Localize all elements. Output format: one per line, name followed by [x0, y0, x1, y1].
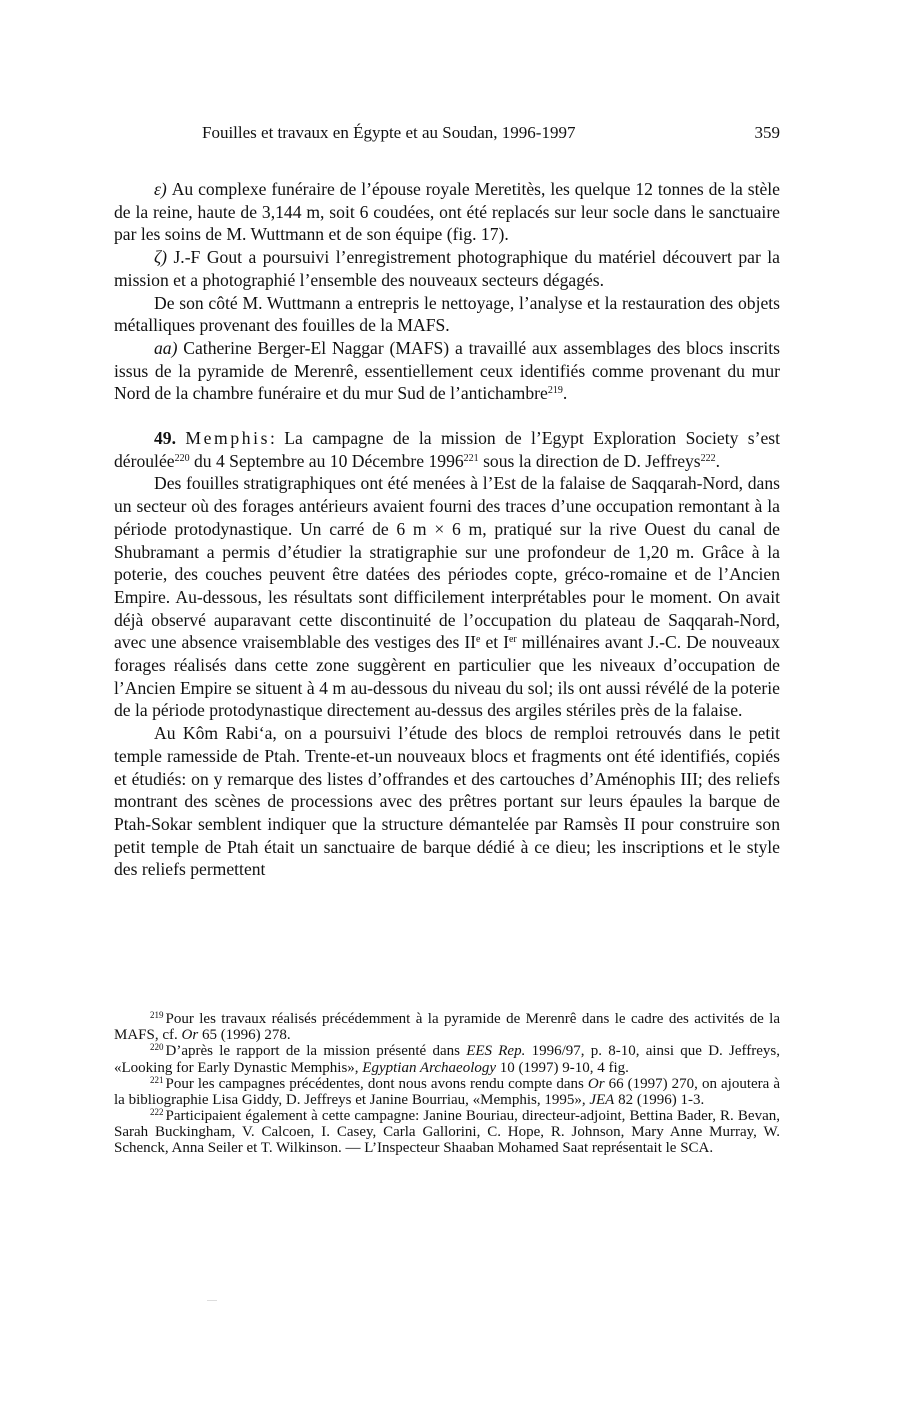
item-marker: ζ)	[154, 247, 167, 268]
superscript: er	[508, 634, 517, 646]
running-title: Fouilles et travaux en Égypte et au Soudan, 1996-1997	[202, 123, 576, 142]
main-text	[114, 178, 780, 881]
section-number: 49.	[154, 428, 176, 449]
section-memphis	[114, 427, 780, 472]
footnote-ref: 219	[547, 385, 563, 397]
footnote-ref: 222	[700, 452, 716, 464]
footnote-219	[114, 1012, 780, 1043]
footnote-222	[114, 1109, 780, 1156]
footnote-text: 65 (1996) 278.	[198, 1027, 291, 1044]
paragraph-text: : La campagne de la mission de l’Egypt Exploration Society s’est déroulée	[114, 428, 780, 471]
paragraph-stratigraphy	[114, 472, 780, 722]
paragraph-text: du 4 Septembre au 10 Décembre 1996	[189, 450, 464, 471]
footnotes	[114, 1012, 780, 1157]
footnote-text: 66 (1997) 270, on ajoutera à la bibliographie Lisa Giddy, D. Jeffreys et Janine Bourriau, «Memphis, 1995»,	[114, 1075, 780, 1109]
footnote-220	[114, 1044, 780, 1075]
item-marker: aa)	[154, 337, 178, 358]
footnote-number: 221	[150, 1074, 164, 1085]
paragraph-text: millénaires avant J.-C. De nouveaux forages réalisés dans cette zone suggèrent en particulier que les niveaux d’occupation de l’Ancien Empire se situent à 4 m au-dessous du niveau du sol; ils ont aussi révélé de la poterie de la période protodynastique directement au-dessus des argiles stériles près de la falaise.	[114, 632, 780, 721]
footnote-ref: 221	[463, 452, 479, 464]
scan-mark	[207, 1300, 217, 1301]
footnote-221	[114, 1074, 780, 1109]
paragraph-text: et I	[480, 632, 509, 653]
footnote-text: Participaient également à cette campagne: Janine Bouriau, directeur-adjoint, Bettina Bader, R. Bevan, Sarah Buckingham, V. Calcoen, I. Casey, Carla Gallorini, C. Hope, R. Johnson, Mary Anne Murray, W. Schenck, Anna Seiler et T. Wilkinson. — L’Inspecteur Shaaban Mohamed Saat représentait le SCA.	[114, 1108, 780, 1156]
footnote-journal: JEA	[589, 1092, 615, 1109]
page-number: 359	[754, 123, 780, 142]
paragraph-text: J.-F Gout a poursuivi l’enregistrement photographique du matériel découvert par la mission et a photographié l’ensemble des nouveaux secteurs dégagés.	[114, 247, 780, 290]
paragraph-text: Des fouilles stratigraphiques ont été menées à l’Est de la falaise de Saqqarah-Nord, dans un secteur où des forages antérieurs avaient fourni des traces d’une occupation remontant à la période protodynastique. Un carré de 6 m × 6 m, pratiqué sur la rive Ouest du canal de Shubramant a permis d’étudier la stratigraphie sur une profondeur de 1,20 m. Grâce à la poterie, des couches peuvent être datées des périodes copte, gréco-romaine et de l’Ancien Empire. Au-dessous, les résultats sont difficilement interprétables pour le moment. On avait déjà observé auparavant cette discontinuité de l’occupation du plateau de Saqqarah-Nord, avec une absence vraisemblable des vestiges des II	[114, 473, 780, 653]
footnote-text: 1996/97, p. 8-10, ainsi que D. Jeffreys, «Looking for Early Dynastic Memphis»,	[114, 1043, 780, 1076]
footnote-journal: Or	[181, 1027, 199, 1044]
paragraph-restoration	[114, 292, 780, 337]
paragraph-text: Au complexe funéraire de l’épouse royale Meretitès, les quelque 12 tonnes de la stèle de la reine, haute de 3,144 m, soit 6 coudées, ont été replacés sur leur socle dans le sanctuaire par les soins de M. Wuttmann et de son équipe (fig. 17).	[114, 179, 780, 245]
paragraph-zeta	[114, 246, 780, 291]
paragraph-text: Au Kôm Rabi‘a, on a poursuivi l’étude des blocs de remploi retrouvés dans le petit temple ramesside de Ptah. Trente-et-un nouveaux blocs et fragments ont été identifiés, copiés et étudiés: on y remarque des listes d’offrandes et des cartouches d’Aménophis III; des reliefs montrant des scènes de processions avec des prêtres portant sur leurs épaules la barque de Ptah-Sokar semblent indiquer que la structure démantelée par Ramsès II pour construire son petit temple de Ptah était un sanctuaire de barque dédié à ce dieu; les inscriptions et le style des reliefs permettent	[114, 723, 780, 880]
paragraph-text: .	[715, 450, 721, 471]
section-site: Memphis	[185, 428, 271, 449]
footnote-ref: 220	[174, 452, 190, 464]
footnote-text: Pour les travaux réalisés précédemment à la pyramide de Merenrê dans le cadre des activités de la MAFS, cf.	[114, 1011, 780, 1044]
footnote-number: 220	[150, 1042, 164, 1053]
footnote-text: 10 (1997) 9-10, 4 fig.	[496, 1059, 629, 1076]
paragraph-kom-rabia	[114, 722, 780, 881]
footnote-number: 219	[150, 1010, 164, 1020]
paragraph-text: sous la direction de D. Jeffreys	[478, 450, 701, 471]
footnote-text: Pour les campagnes précédentes, dont nous avons rendu compte dans	[165, 1075, 588, 1092]
paragraph-aa	[114, 337, 780, 405]
item-marker: ε)	[154, 179, 167, 199]
paragraph-text: .	[562, 383, 568, 404]
footnote-text: 82 (1996) 1-3.	[614, 1092, 705, 1109]
footnote-number: 222	[150, 1107, 164, 1118]
paragraph-epsilon	[114, 178, 780, 246]
footnote-journal: EES Rep.	[466, 1043, 526, 1060]
footnote-text: D’après le rapport de la mission présenté dans	[165, 1043, 467, 1060]
superscript: e	[476, 634, 481, 646]
paragraph-text: Catherine Berger-El Naggar (MAFS) a travaillé aux assemblages des blocs inscrits issus de la pyramide de Merenrê, essentiellement ceux identifiés comme provenant du mur Nord de la chambre funéraire et du mur Sud de l’antichambre	[114, 337, 780, 404]
paragraph-text: De son côté M. Wuttmann a entrepris le nettoyage, l’analyse et la restauration des objets métalliques provenant des fouilles de la MAFS.	[114, 292, 780, 336]
footnote-journal: Or	[587, 1075, 605, 1092]
footnote-journal: Egyptian Archaeology	[362, 1059, 497, 1076]
